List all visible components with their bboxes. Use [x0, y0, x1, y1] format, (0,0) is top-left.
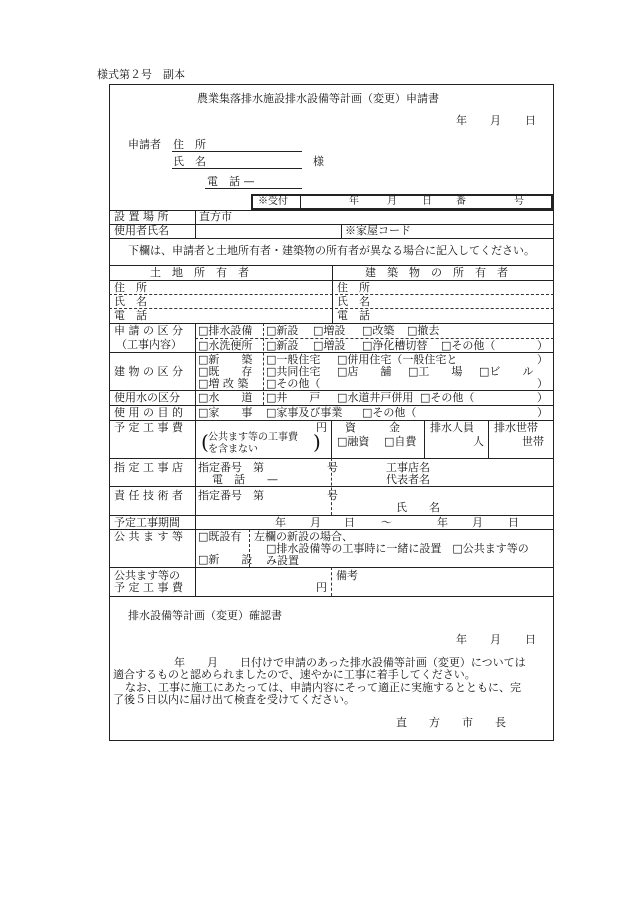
shop-name-label: 工事店名	[386, 461, 430, 474]
reception-day: 日	[422, 196, 432, 207]
location-label	[114, 211, 188, 222]
reception-box	[251, 194, 553, 210]
basin-note-2[interactable]: □排水設備等の工事時に一緒に設置 □公共ます等の	[266, 542, 529, 555]
rule-line	[424, 420, 425, 458]
cost-note-1: 公共ます等の工事費	[208, 432, 298, 443]
fund-label: 資 金	[345, 421, 400, 434]
period-end-year: 年	[437, 516, 448, 529]
chk-self-funded[interactable]: □自費	[384, 435, 417, 448]
cost-note-2: を含まない	[208, 444, 258, 455]
building-other-close: ）	[537, 377, 548, 390]
chk-household-business[interactable]: □家事及び事業	[266, 406, 343, 419]
contractor-label: 指 定 工 事 店	[114, 461, 183, 474]
confirm-line-3: なお、工事に施工にあたっては、申請内容にそって適正に実施するとともに、完	[125, 681, 521, 694]
rep-name-label: 代表者名	[386, 473, 430, 486]
date-day-label: 日	[525, 114, 536, 127]
cost-label: 予 定 工 事 費	[114, 421, 183, 434]
rule-line	[332, 265, 333, 323]
form-label: 様式第２号 副本	[97, 68, 185, 81]
confirm-line-4: 了後５日以内に届け出て検査を受けてください。	[113, 693, 355, 706]
public-cost-yen: 円	[316, 581, 327, 594]
application-type-sublabel: （工事内容）	[116, 338, 182, 351]
building-owner-header: 建 築 物 の 所 有 者	[365, 266, 508, 279]
reception-go: 号	[514, 196, 524, 207]
remarks-label: 備考	[336, 569, 358, 582]
chk-toilet-other[interactable]: □その他（	[441, 339, 496, 352]
rule-line	[341, 224, 342, 238]
chk-drainage-new[interactable]: □新設	[266, 324, 299, 337]
location-label-text: 設 置 場 所	[114, 210, 169, 223]
applicant-address-label: 住 所	[173, 138, 206, 151]
water-type-label: 使用水の区分	[114, 391, 180, 404]
sama-label: 様	[313, 155, 324, 168]
public-basin-label: 公 共 ま す 等	[114, 530, 183, 543]
address-underline	[172, 151, 302, 152]
engineer-name-label: 氏 名	[396, 501, 440, 514]
households-unit: 世帯	[522, 435, 544, 448]
period-start-month: 月	[310, 516, 321, 529]
chk-apartment[interactable]: □共同住宅	[266, 365, 321, 378]
confirmation-title: 排水設備等計画（変更）確認書	[128, 609, 282, 622]
chk-tap-water[interactable]: □水 道	[198, 391, 253, 404]
purpose-other-close: ）	[537, 406, 548, 419]
engineer-go: 号	[327, 489, 338, 502]
chk-toilet-new[interactable]: □新設	[266, 339, 299, 352]
land-owner-phone: 電 話	[114, 309, 147, 322]
building-owner-address: 住 所	[337, 281, 370, 294]
basin-note-1: 左欄の新設の場合、	[254, 530, 353, 543]
cost-yen: 円	[316, 421, 327, 434]
confirm-date-day: 日	[525, 633, 536, 646]
chk-basin-existing[interactable]: □既設有	[198, 530, 242, 543]
public-cost-label-2: 予 定 工 事 費	[114, 581, 183, 594]
people-unit: 人	[473, 435, 484, 448]
building-owner-phone: 電 話	[337, 309, 370, 322]
period-start-year: 年	[275, 516, 286, 529]
contractor-reg-no: 指定番号 第	[198, 461, 264, 474]
contractor-go: 号	[327, 461, 338, 474]
toilet-other-close: ）	[537, 339, 548, 352]
applicant-phone-label: 電 話 —	[207, 175, 255, 188]
chk-existing[interactable]: □既 存	[198, 365, 253, 378]
chk-shop[interactable]: □店 舗	[337, 365, 392, 378]
reception-divider	[300, 196, 301, 209]
phone-underline	[205, 188, 302, 189]
chk-drainage-remove[interactable]: □撤去	[407, 324, 440, 337]
confirm-date-month: 月	[490, 633, 501, 646]
chk-building[interactable]: □ビ ル	[479, 365, 534, 378]
chk-drainage-facility[interactable]: □排水設備	[198, 324, 253, 337]
form-title: 農業集落排水施設排水設備等計画（変更）申請書	[197, 92, 439, 105]
chk-drainage-extend[interactable]: □増設	[313, 324, 346, 337]
chk-new-build[interactable]: □新 築	[198, 353, 253, 366]
building-type-label: 建 物 の 区 分	[114, 365, 183, 378]
period-start-day: 日	[344, 516, 355, 529]
applicant-label: 申請者	[128, 138, 161, 151]
rule-line	[109, 224, 554, 225]
chk-purpose-other[interactable]: □その他（	[362, 406, 417, 419]
paren-close: )	[313, 430, 321, 454]
engineer-label: 責 任 技 術 者	[114, 489, 183, 502]
engineer-reg-no: 指定番号 第	[198, 489, 264, 502]
location-value: 直方市	[199, 210, 232, 223]
purpose-label: 使 用 の 目 的	[114, 406, 183, 419]
public-cost-label-1: 公共ます等の	[114, 569, 180, 582]
chk-factory[interactable]: □工 場	[408, 365, 463, 378]
period-label: 予定工事期間	[114, 516, 180, 529]
chk-loan[interactable]: □融資	[337, 435, 370, 448]
confirm-date-year: 年	[456, 633, 467, 646]
reception-month: 月	[387, 196, 397, 207]
rule-line	[109, 238, 554, 239]
reception-mark: ※受付	[258, 196, 288, 207]
rule-line	[195, 210, 196, 238]
chk-septic-switch[interactable]: □浄化槽切替	[362, 339, 428, 352]
drain-households-label: 排水世帯	[494, 421, 538, 434]
chk-building-other[interactable]: □その他（	[266, 377, 321, 390]
owner-note: 下欄は、申請者と土地所有者・建築物の所有者が異なる場合に記入してください。	[128, 244, 535, 257]
confirm-line-2: 適合するものと認められましたので、速やかに工事に着手してください。	[113, 668, 476, 681]
rule-line	[263, 323, 264, 405]
chk-tap-well[interactable]: □水道井戸併用	[337, 391, 414, 404]
period-end-day: 日	[508, 516, 519, 529]
building-owner-name: 氏 名	[337, 295, 370, 308]
rule-line	[488, 420, 489, 458]
chk-house[interactable]: □一般住宅	[266, 353, 321, 366]
water-other-close: ）	[537, 391, 548, 404]
confirm-line-1: 年 月 日付けで申請のあった排水設備等計画（変更）については	[174, 656, 526, 669]
rule-line	[195, 323, 196, 596]
name-underline	[172, 168, 302, 169]
user-label: 使用者氏名	[114, 224, 169, 237]
rule-line	[109, 352, 554, 353]
period-end-month: 月	[472, 516, 483, 529]
house-code-label: ※家屋コード	[345, 224, 411, 237]
contractor-phone: 電 話 —	[212, 473, 278, 486]
date-year-label: 年	[456, 114, 467, 127]
chk-extension[interactable]: □増 改 築	[198, 377, 249, 390]
applicant-name-label: 氏 名	[173, 155, 206, 168]
reception-year: 年	[349, 196, 359, 207]
land-owner-address: 住 所	[114, 281, 147, 294]
land-owner-name: 氏 名	[114, 295, 147, 308]
application-type-label: 申 請 の 区 分	[114, 324, 183, 337]
chk-mixed-house[interactable]: □併用住宅（一般住宅と	[337, 353, 458, 366]
rule-line	[331, 420, 332, 458]
chk-toilet-extend[interactable]: □増設	[313, 339, 346, 352]
basin-note-3: み設置	[266, 554, 299, 567]
drain-people-label: 排水人員	[430, 421, 474, 434]
date-month-label: 月	[490, 114, 501, 127]
chk-water-other[interactable]: □その他（	[420, 391, 475, 404]
land-owner-header: 土 地 所 有 者	[150, 266, 249, 279]
chk-drainage-rebuild[interactable]: □改築	[362, 324, 395, 337]
period-tilde: 〜	[381, 516, 392, 529]
paren-open: (	[201, 430, 209, 454]
chk-well[interactable]: □井 戸	[266, 391, 321, 404]
chk-basin-new[interactable]: □新 設	[198, 553, 253, 566]
chk-flush-toilet[interactable]: □水洗便所	[198, 339, 253, 352]
signer: 直 方 市 長	[396, 716, 506, 729]
chk-household[interactable]: □家 事	[198, 406, 253, 419]
reception-no: 番	[456, 196, 466, 207]
mixed-house-close: ）	[537, 353, 548, 366]
rule-line	[331, 567, 332, 596]
rule-line	[109, 596, 554, 597]
